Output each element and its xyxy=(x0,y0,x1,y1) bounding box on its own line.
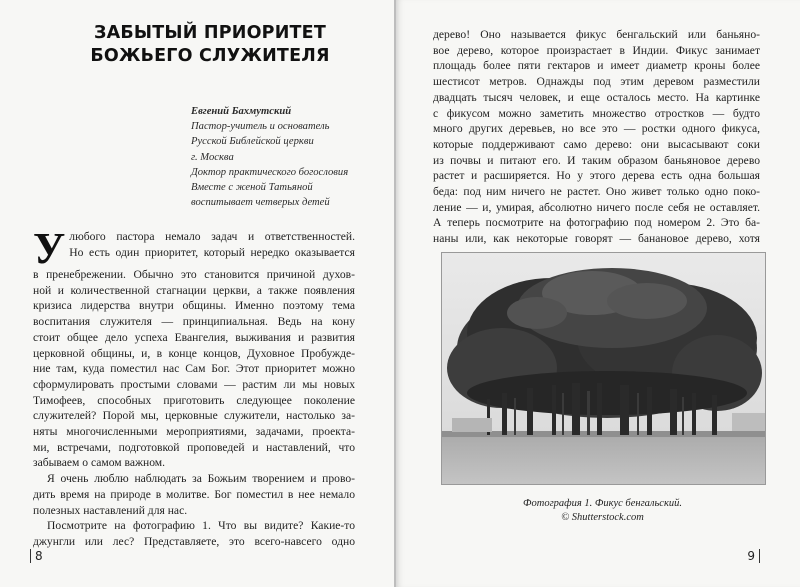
text-line: Я очень люблю наблюдать за Божьим творением и прово- xyxy=(47,472,355,486)
text-line: любого пастора немало задач и ответственностей. xyxy=(69,230,355,243)
text-line: А теперь посмотрите на фотографию под номером 2. Это ба- xyxy=(433,216,761,230)
text-line: в пренебрежении. Обычно это становится причиной духов- xyxy=(33,268,355,281)
text-line: сформулировать простыми словами — растим ли мы новых xyxy=(33,377,355,391)
author-line: воспитывает четверых детей xyxy=(191,197,330,209)
text-line: стоит общее дело успеха Евангелия, выживания и развития xyxy=(33,330,355,344)
text-line: которые поддерживают само дерево: они высасывают соки xyxy=(433,137,761,151)
text-line: забываем о самом важном. xyxy=(33,456,166,470)
text-line: площадь более пяти гектаров и имеет диаметр кроны более xyxy=(433,59,761,73)
text-line: растет и расширяется. Но у этого дерева есть одна большая xyxy=(433,169,761,183)
text-line: Но есть один приоритет, который нередко оказывается xyxy=(69,245,355,259)
text-line: с фикусом можно заметить множество отростков — будто xyxy=(433,106,761,120)
author-line: Пастор-учитель и основатель xyxy=(191,121,330,133)
text-line: из почвы и питают его. И таким образом баньяновое дерево xyxy=(433,153,761,167)
text-line: беда: под ним ничего не растет. Оно живет только одно поко- xyxy=(433,185,761,199)
text-line: джунгли или лес? Представляете, это всего-навсего одно xyxy=(33,534,355,548)
text-line: ной и количественной стагнации церкви, а также появления xyxy=(33,283,355,297)
left-body-text xyxy=(33,224,355,550)
article-title xyxy=(90,22,330,68)
text-line: вое дерево, которое произрастает в Индии. Фикус занимает xyxy=(433,43,761,57)
text-line: Посмотрите на фотографию 1. Что вы видите? Какие-то xyxy=(47,519,355,533)
page-number: 8 xyxy=(30,549,43,563)
author-block xyxy=(191,104,391,210)
author-line: Русской Библейской церкви xyxy=(191,136,314,148)
title-line-2: БОЖЬЕГО СЛУЖИТЕЛЯ xyxy=(90,46,330,66)
author-name: Евгений Бахмутский xyxy=(191,106,292,117)
text-line: ление — и, умирая, абсолютно ничего после себя не оставляет. xyxy=(433,200,761,214)
text-line: Тимофеев, способных приготовить следующее поколение xyxy=(33,393,355,407)
right-body-text xyxy=(433,27,760,247)
text-line: кризиса лидерства внутри общины. Именно поэтому тема xyxy=(33,299,355,313)
text-line: служителей? Порой мы, церковные служители, настолько за- xyxy=(33,409,355,423)
title-line-1: ЗАБЫТЫЙ ПРИОРИТЕТ xyxy=(94,23,326,43)
right-page xyxy=(394,0,800,587)
text-line: ние там, куда поместил нас Сам Бог. Этот приоритет можно xyxy=(33,362,355,376)
text-line: много других деревьев, но все это — ростки одного фикуса, xyxy=(433,122,761,136)
left-page xyxy=(0,0,394,587)
drop-cap: У xyxy=(33,224,66,273)
banyan-tree-photo xyxy=(441,252,766,485)
caption-line: © Shutterstock.com xyxy=(561,512,644,523)
text-line: полезных наставлений для нас. xyxy=(33,503,188,517)
text-line: шестисот метров. Однажды под этим деревом разместили xyxy=(433,75,761,89)
author-line: г. Москва xyxy=(191,151,234,163)
author-line: Вместе с женой Татьяной xyxy=(191,182,313,194)
banyan-tree-illustration xyxy=(442,253,765,484)
text-line: ми, встречами, подготовкой проповедей и наставлений, что xyxy=(33,440,355,454)
page-number: 9 xyxy=(747,549,760,563)
author-line: Доктор практического богословия xyxy=(191,166,349,178)
caption-line: Фотография 1. Фикус бенгальский. xyxy=(523,498,682,509)
text-line: церковной общины, и, в конце концов, Духовное Пробужде- xyxy=(33,346,355,360)
text-line: наны или, как некоторые говорят — банановое дерево, хотя xyxy=(433,232,761,246)
photo-caption xyxy=(441,497,764,525)
text-line: няты многочисленными мероприятиями, задачами, проекта- xyxy=(33,425,355,439)
text-line: дить время на природе в молитве. Бог поместил в нее немало xyxy=(33,487,355,501)
text-line: двадцать тысяч человек, и еще осталось место. На картинке xyxy=(433,90,761,104)
text-line: воспитания служителя — принципиальная. Ведь на кону xyxy=(33,315,355,329)
text-line: дерево! Оно называется фикус бенгальский или баньяно- xyxy=(433,28,761,41)
